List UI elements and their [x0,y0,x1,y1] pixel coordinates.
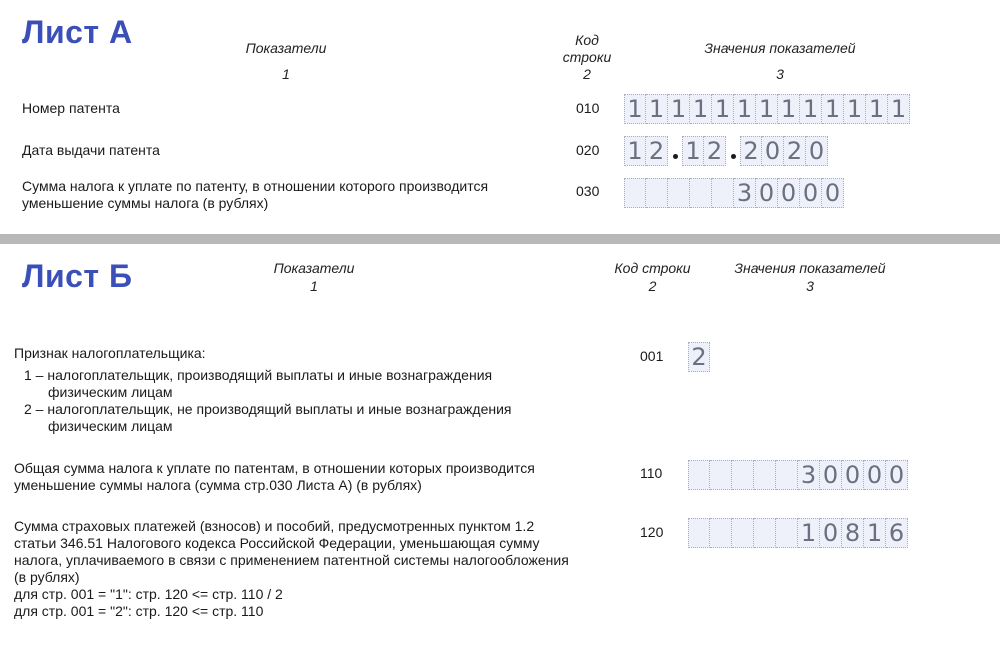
insurance-payments-rule1: для стр. 001 = "1": стр. 120 <= стр. 110 / 2 [14,586,283,602]
sheet-b-title: Лист Б [22,258,133,294]
total-tax-amount-label-line2: уменьшение суммы налога (сумма стр.030 Листа А) (в рублях) [14,477,422,493]
taxpayer-sign-option2-line2: физическим лицам [48,418,173,434]
insurance-payments-label-line2: статьи 346.51 Налогового кодекса Российской Федерации, уменьшающая сумму [14,535,540,551]
patent-number-cell: 1 [822,94,844,124]
date-year-cell: 0 [762,136,784,166]
amount-cell: 0 [820,460,842,490]
amount-cell: 1 [798,518,820,548]
sheet-b-header-col1-number: 1 [310,278,318,294]
insurance-payments-label-line3: налога, уплачиваемого в связи с применением патентной системы налогообложения [14,552,569,568]
amount-cell [754,518,776,548]
amount-cell [688,460,710,490]
amount-cell: 0 [800,178,822,208]
patent-tax-amount-code: 030 [576,183,600,199]
amount-cell [732,518,754,548]
patent-issue-date-code: 020 [576,142,600,158]
date-month-cell: 1 [682,136,704,166]
sheet-a-header-col1-number: 1 [282,66,290,82]
amount-cell: 0 [886,460,908,490]
sheet-a-header-code-line1: Код [575,32,599,48]
amount-cell [732,460,754,490]
patent-number-cell: 1 [646,94,668,124]
date-separator [668,136,682,166]
amount-cell: 8 [842,518,864,548]
sheet-b-header-col3-number: 3 [806,278,814,294]
patent-number-field[interactable] [624,94,910,124]
amount-cell [688,518,710,548]
sheet-b-header-col2-number: 2 [648,278,657,294]
sheet-b-header-values: Значения показателей [734,260,886,276]
amount-cell [624,178,646,208]
patent-number-cell: 1 [668,94,690,124]
sheet-a-header-indicators: Показатели [245,40,327,56]
date-year-cell: 2 [784,136,806,166]
patent-number-cell: 1 [778,94,800,124]
patent-number-code: 010 [576,100,600,116]
taxpayer-sign-option1-line1: 1 – налогоплательщик, производящий выплаты и иные вознаграждения [24,367,493,383]
amount-cell [776,518,798,548]
patent-number-cell: 1 [888,94,910,124]
patent-number-cell: 1 [800,94,822,124]
total-tax-amount-field[interactable] [688,460,908,490]
date-year-cell: 0 [806,136,828,166]
insurance-payments-label-line1: Сумма страховых платежей (взносов) и пособий, предусмотренных пунктом 1.2 [14,518,535,534]
amount-cell: 3 [798,460,820,490]
date-day-cell: 1 [624,136,646,166]
sheet-a-header-col3-number: 3 [776,66,784,82]
sheet-a-header-values: Значения показателей [704,40,856,56]
taxpayer-sign-label: Признак налогоплательщика: [14,345,206,361]
sheet-divider [0,234,1000,244]
insurance-payments-rule2: для стр. 001 = "2": стр. 120 <= стр. 110 [14,603,264,619]
date-day-cell: 2 [646,136,668,166]
amount-cell [646,178,668,208]
date-year-cell: 2 [740,136,762,166]
amount-cell: 3 [734,178,756,208]
patent-number-cell: 1 [866,94,888,124]
amount-cell: 1 [864,518,886,548]
amount-cell [668,178,690,208]
patent-number-cell: 1 [712,94,734,124]
taxpayer-sign-cell: 2 [688,342,710,372]
amount-cell [710,460,732,490]
amount-cell: 0 [864,460,886,490]
taxpayer-sign-option2-line1: 2 – налогоплательщик, не производящий выплаты и иные вознаграждения [24,401,512,417]
insurance-payments-field[interactable] [688,518,908,548]
sheet-a-header-col2-number: 2 [583,66,591,82]
patent-number-cell: 1 [756,94,778,124]
amount-cell: 0 [842,460,864,490]
patent-tax-amount-label-line2: уменьшение суммы налога (в рублях) [22,195,269,211]
amount-cell [710,518,732,548]
patent-number-cell: 1 [624,94,646,124]
sheet-a-title: Лист А [22,14,133,50]
date-month-cell: 2 [704,136,726,166]
total-tax-amount-label-line1: Общая сумма налога к уплате по патентам, в отношении которых производится [14,460,535,476]
amount-cell: 0 [778,178,800,208]
sheet-b-header-indicators: Показатели [273,260,355,276]
sheet-b-header-code: Код строки [614,260,691,276]
date-separator [726,136,740,166]
amount-cell [712,178,734,208]
patent-issue-date-field[interactable] [624,136,828,166]
patent-number-cell: 1 [690,94,712,124]
patent-number-cell: 1 [734,94,756,124]
taxpayer-sign-code: 001 [640,348,664,364]
amount-cell: 0 [820,518,842,548]
amount-cell: 0 [756,178,778,208]
sheet-a-header-code-line2: строки [562,49,612,65]
amount-cell [754,460,776,490]
patent-tax-amount-label-line1: Сумма налога к уплате по патенту, в отношении которого производится [22,178,489,194]
insurance-payments-code: 120 [640,524,664,540]
amount-cell [776,460,798,490]
taxpayer-sign-option1-line2: физическим лицам [48,384,173,400]
patent-tax-amount-field[interactable] [624,178,844,208]
patent-issue-date-label: Дата выдачи патента [22,142,160,158]
total-tax-amount-code: 110 [640,465,663,481]
patent-number-label: Номер патента [22,100,120,116]
taxpayer-sign-field[interactable] [688,342,710,372]
amount-cell: 6 [886,518,908,548]
amount-cell: 0 [822,178,844,208]
patent-number-cell: 1 [844,94,866,124]
amount-cell [690,178,712,208]
insurance-payments-label-line4: (в рублях) [14,569,80,585]
